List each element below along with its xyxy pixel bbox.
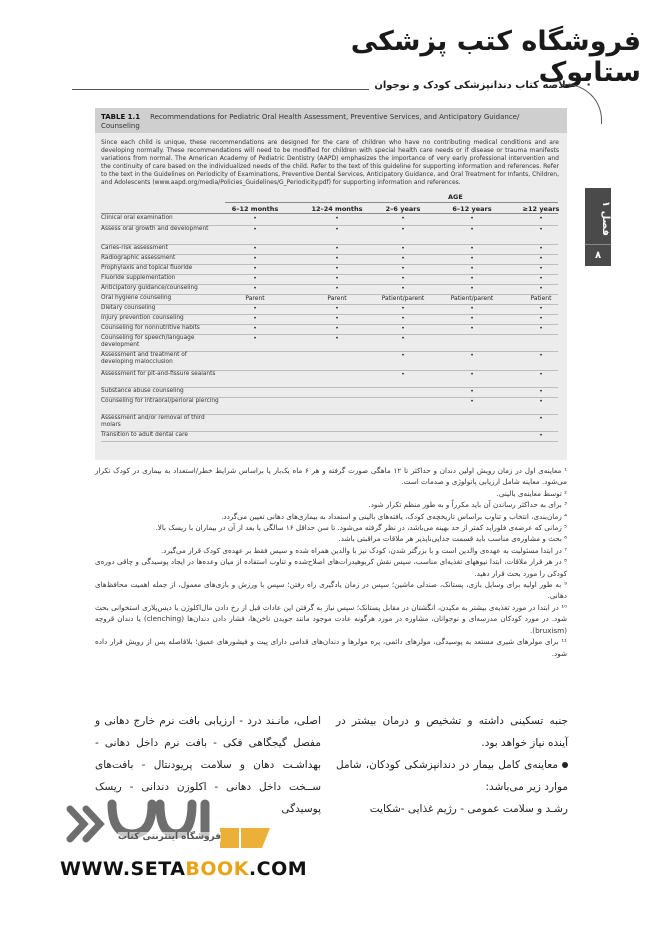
table-cell: •: [539, 226, 543, 233]
table-cell: •: [401, 352, 405, 359]
row-divider: [101, 441, 558, 442]
row-label: Oral hygiene counseling: [101, 295, 172, 301]
table-cell: •: [470, 226, 474, 233]
table-cell: •: [470, 285, 474, 292]
row-label: Fluoride supplementation: [101, 275, 176, 281]
table-cell: •: [470, 275, 474, 282]
table-cell: •: [539, 398, 543, 405]
body-bullet: [336, 754, 568, 798]
table-cell: •: [253, 305, 257, 312]
page-number: ۸: [585, 244, 611, 266]
table-row: [101, 415, 558, 432]
row-label: Caries-risk assessment: [101, 245, 168, 251]
footnote: ⁵ زمانی که عرضه‌ی فلوراید کمتر از حد بهینه می‌باشد، در نظر گرفته می‌شود. تا سن حداقل ۱۶ سالگی یا بعد از آن در بیماران با ریسک بالا.: [155, 523, 567, 533]
table-cell: •: [335, 255, 339, 262]
footnote: ⁴ زمان‌بندی، انتخاب و تناوب براساس تاریخچه‌ی کودک، یافته‌های بالینی و استعداد به بیماری‌های دهانی تعیین می‌گردد.: [221, 511, 567, 521]
setabook-logo-icon: [60, 794, 280, 854]
table-note: Since each child is unique, these recommendations are designed for the care of children who have no contributing medical conditions and are developing normally. These recommendations will need to be modified for children with special health care needs or if disease or trauma manifests variations from normal. The American Academy of Pediatric Dentistry (AAPD) emphasizes the importance of very early professional intervention and the continuity of care based on the individualized needs of the child. Refer to the text of this guideline for supporting information and references. Refer to the text in the Guidelines on Periodicity of Examinations, Preventive Dental Services, Anticipatory Guidance, and Oral Treatment for Infants, Children, and Adolescents (www.aapd.org/media/Policies_Guidelines/G_Periodicity.pdf) for supporting information and references.: [101, 139, 559, 186]
row-label: Transition to adult dental care: [101, 432, 188, 438]
column-rule: [101, 213, 558, 214]
table-row: [101, 305, 558, 315]
table-cell: •: [253, 285, 257, 292]
footnote: ³ برای به حداکثر رساندن آن باید مکرراً و به طور منظم تکرار شود.: [368, 500, 567, 510]
footnote: ¹⁰ در ابتدا در مورد تغذیه‌ی بیشتر به مکیدن، انگشتان در مقابل پستانک؛ سپس نیاز به گرفتن این عادات قبل از رخ دادن مال‌اکلوژن یا دیس‌پلازی استخوانی بحث شود. در مورد کودکان مدرسه‌ای و نوجوانان، مشاوره در مورد هرگونه عادت موجود مانند جویدن ناخن‌ها، فشار دادن دندان‌ها (clenching) یا دندان قروچه (bruxism).: [95, 602, 567, 635]
row-label: Assessment and treatment of developing malocclusion: [101, 352, 187, 365]
table-cell: •: [539, 215, 543, 222]
age-header: AGE: [448, 193, 463, 201]
row-label: Clinical oral examination: [101, 215, 173, 221]
table-cell: •: [470, 305, 474, 312]
table-cell: •: [470, 255, 474, 262]
running-header: خلاصه کتاب دندانپزشکی کودک و نوجوان: [374, 80, 573, 91]
table-row: [101, 245, 558, 255]
table-row: [101, 398, 558, 415]
column-header: 2–6 years: [385, 205, 421, 213]
table-cell: •: [335, 335, 339, 342]
table-cell: •: [539, 388, 543, 395]
table-cell: •: [539, 325, 543, 332]
table-cell: •: [539, 305, 543, 312]
column-header: 6–12 months: [231, 205, 279, 213]
body-paragraph: رشـد و سلامت عمومی - رژیم غذایی -شکایت: [369, 803, 568, 815]
table-cell: •: [470, 245, 474, 252]
table-cell: •: [539, 315, 543, 322]
table-cell: •: [539, 285, 543, 292]
table-cell: •: [539, 255, 543, 262]
table-cell: •: [539, 432, 543, 439]
table-cell: •: [401, 315, 405, 322]
body-bullet-text: معاینه‌ی کامل بیمار در دندانپزشکی کودکان، شامل موارد زیر می‌باشد:: [336, 759, 568, 793]
table-cell: •: [401, 335, 405, 342]
row-label: Assess oral growth and development: [101, 226, 209, 232]
table-row: [101, 215, 558, 226]
row-label: Radiographic assessment: [101, 255, 176, 261]
table-cell: •: [335, 315, 339, 322]
table-cell: Patient/parent: [450, 295, 494, 302]
table-row: [101, 352, 558, 371]
table-row: [101, 265, 558, 275]
table-cell: Patient/parent: [381, 295, 425, 302]
row-label: Dietary counseling: [101, 305, 156, 311]
footnote: ⁷ در ابتدا مسئولیت به عهده‌ی والدین است و با بزرگتر شدن، کودک نیز با والدین همراه شده و سپس فقط بر عهده‌ی کودک قرار می‌گیرد.: [160, 545, 567, 555]
table-cell: •: [401, 285, 405, 292]
table-cell: •: [335, 285, 339, 292]
table-cell: •: [401, 275, 405, 282]
table-row: [101, 255, 558, 265]
table-cell: •: [539, 275, 543, 282]
table-cell: •: [401, 255, 405, 262]
table-cell: •: [253, 226, 257, 233]
age-rule: [225, 202, 558, 203]
header-curve: [562, 84, 602, 124]
table-cell: •: [253, 275, 257, 282]
table-cell: •: [335, 325, 339, 332]
website-url: [60, 858, 308, 880]
table-cell: Parent: [327, 295, 347, 302]
table-row: [101, 371, 558, 388]
table-cell: •: [470, 325, 474, 332]
url-suffix: .COM: [248, 858, 308, 880]
table-cell: •: [470, 352, 474, 359]
table-cell: •: [470, 388, 474, 395]
table-row: [101, 325, 558, 335]
row-label: Anticipatory guidance/counseling: [101, 285, 198, 291]
footnote: ² توسط معاینه‌ی بالینی.: [496, 488, 567, 498]
table-cell: •: [253, 245, 257, 252]
body-column-left: اصلی، مانـند درد - ارزیابی بافت نرم خارج دهانی و مفصل گیجگاهی فکی - بافت نرم داخل دهانی - بهداشـت دهان و سلامت پریودنتال - بافت‌های ســخت داخل دهانی - اکلوزن دندانی - ریسک پوسیدگی: [95, 715, 321, 815]
table-cell: •: [253, 335, 257, 342]
table-number: TABLE 1.1: [101, 113, 141, 121]
table-cell: •: [335, 265, 339, 272]
table-cell: •: [401, 305, 405, 312]
footnote: ⁶ بحث و مشاوره‌ی مناسب باید قسمت جدایی‌ناپذیر هر ملاقات مراقبتی باشد.: [338, 534, 567, 544]
chapter-side-tab: [585, 188, 611, 266]
row-label: Counseling for speech/language development: [101, 335, 195, 348]
row-label: Assessment for pit-and-fissure sealants: [101, 371, 216, 377]
table-cell: •: [470, 265, 474, 272]
row-label: Prophylaxis and topical fluoride: [101, 265, 193, 271]
table-cell: Parent: [245, 295, 265, 302]
body-paragraph: جنبه تسکینی داشته و تشخیص و درمان بیشتر در آینده نیاز خواهد بود.: [336, 715, 568, 749]
table-cell: •: [335, 226, 339, 233]
header-rule: [72, 89, 369, 90]
table-cell: Patient: [530, 295, 552, 302]
column-header: 6–12 years: [452, 205, 492, 213]
body-column-right: [336, 710, 568, 820]
table-cell: •: [401, 215, 405, 222]
table-cell: •: [401, 371, 405, 378]
column-header: ≥12 years: [522, 205, 560, 213]
chapter-label: فصل ۱: [600, 200, 611, 236]
table-row: [101, 432, 558, 442]
table-cell: •: [539, 265, 543, 272]
row-label: Substance abuse counseling: [101, 388, 184, 394]
footnote: ⁸ در هر قرار ملاقات، ابتدا نیوههای تغذیه‌ای مناسب، سپس نقش کربوهیدرات‌های اصلاح‌شده و تناوب استفاده از میان وعده‌ها در ایجاد پوسیدگی و چاقی دوره‌ی کودکی را مورد بحث قرار دهید.: [95, 557, 567, 578]
url-accent: BOOK: [185, 858, 249, 880]
table-cell: •: [539, 245, 543, 252]
table-row: [101, 315, 558, 325]
table-cell: •: [539, 415, 543, 422]
table-cell: •: [335, 215, 339, 222]
url-prefix: WWW.SETA: [60, 858, 186, 880]
table-row: [101, 295, 558, 305]
footnote: ⁹ به طور اولیه برای وسایل بازی، پستانک، صندلی ماشین؛ سپس در زمان یادگیری راه رفتن؛ سپس با ورزش و بازی‌های معمول، از جمله اهمیت محافظ‌های دهانی.: [95, 580, 567, 601]
row-label: Injury prevention counseling: [101, 315, 184, 321]
table-cell: •: [335, 275, 339, 282]
table-cell: •: [401, 265, 405, 272]
footnotes: [95, 465, 567, 659]
table-cell: •: [335, 305, 339, 312]
row-label: Counseling for intraoral/perioral piercing: [101, 398, 219, 404]
bullet-icon: [562, 762, 568, 768]
table-cell: •: [401, 245, 405, 252]
table-cell: •: [253, 325, 257, 332]
row-label: Assessment and/or removal of third molars: [101, 415, 205, 428]
table-cell: •: [401, 226, 405, 233]
footnote: ¹¹ برای مولرهای شیری مستعد به پوسیدگی، مولرهای دائمی، پره مولرها و دندان‌های قدامی دارای پیت و فیشورهای عمیق؛ بلافاصله پس از رویش قرار داده شود.: [95, 637, 567, 658]
table-row: [101, 285, 558, 295]
table-cell: •: [470, 315, 474, 322]
table-cell: •: [335, 245, 339, 252]
table-cell: •: [539, 352, 543, 359]
footnote: ¹ معاینه‌ی اول در زمان رویش اولین دندان و حداکثر تا ۱۲ ماهگی صورت گرفته و هر ۶ ماه یک‌بار یا براساس شرایط خطر/استعداد به بیماری در کودک تکرار می‌شود. معاینه شامل ارزیابی پاتولوژی و صدمات است.: [95, 466, 567, 487]
table-caption: [101, 113, 556, 131]
table-cell: •: [470, 215, 474, 222]
table-row: [101, 335, 558, 352]
store-title: فروشگاه کتب پزشکی ستابوک: [350, 26, 641, 88]
table-cell: •: [253, 265, 257, 272]
table-cell: •: [539, 371, 543, 378]
row-label: Counseling for nonnutritive habits: [101, 325, 200, 331]
table-cell: •: [253, 215, 257, 222]
column-header: 12–24 months: [311, 205, 363, 213]
table-row: [101, 226, 558, 245]
table-cell: •: [253, 255, 257, 262]
table-cell: •: [470, 371, 474, 378]
table-cell: •: [470, 398, 474, 405]
table-cell: •: [253, 315, 257, 322]
watermark-tagline: فروشگاه اینترنتی کتاب: [118, 832, 222, 842]
table-row: [101, 388, 558, 398]
table-row: [101, 275, 558, 285]
table-title: Recommendations for Pediatric Oral Health Assessment, Preventive Services, and Anticipatory Guidance/ Counseling: [101, 113, 520, 130]
table-cell: •: [401, 325, 405, 332]
